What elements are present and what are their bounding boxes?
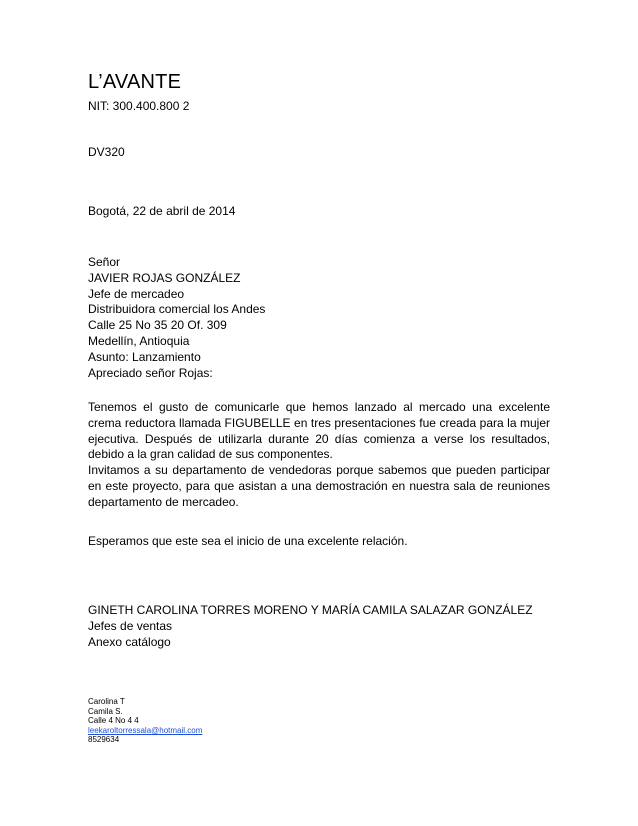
footer-block bbox=[88, 697, 388, 745]
signature-attachment: Anexo catálogo bbox=[88, 634, 171, 649]
signature-block bbox=[88, 603, 550, 650]
signature-names: GINETH CAROLINA TORRES MORENO Y MARÍA CAMILA SALAZAR GONZÁLEZ bbox=[88, 603, 533, 617]
letter-body bbox=[88, 400, 550, 511]
signature-role: Jefes de ventas bbox=[88, 618, 173, 633]
reference-code: DV320 bbox=[88, 145, 125, 159]
footer-initials-1: Carolina T bbox=[88, 697, 125, 706]
recipient-address: Calle 25 No 35 20 Of. 309 bbox=[88, 318, 227, 333]
letter-greeting: Apreciado señor Rojas: bbox=[88, 365, 213, 380]
footer-phone: 8529634 bbox=[88, 735, 120, 745]
letter-subject: Asunto: Lanzamiento bbox=[88, 349, 201, 364]
recipient-company: Distribuidora comercial los Andes bbox=[88, 302, 266, 317]
company-nit: NIT: 300.400.800 2 bbox=[88, 99, 190, 113]
recipient-city: Medellín, Antioquia bbox=[88, 333, 190, 348]
body-paragraph-2: Invitamos a su departamento de vendedoras porque sabemos que pueden participar en este proyecto, para que asistan a una demostración en nuestra sala de reuniones departamento de mercadeo. bbox=[88, 463, 550, 509]
recipient-position: Jefe de mercadeo bbox=[88, 286, 185, 301]
body-paragraph-1: Tenemos el gusto de comunicarle que hemos lanzado al mercado una excelente crema reductora llamada FIGUBELLE en tres presentaciones fue creada para la mujer ejecutiva. Después de utilizarla durante 20 días comienza a verse los resultados, debido a la gran calidad de sus componentes. bbox=[88, 400, 550, 462]
footer-address: Calle 4 No 4 4 bbox=[88, 716, 139, 726]
letter-closing: Esperamos que este sea el inicio de una excelente relación. bbox=[88, 534, 408, 548]
company-name: L’AVANTE bbox=[88, 71, 182, 93]
footer-email-link[interactable]: leekaroltorressala@hotmail.com bbox=[88, 725, 203, 735]
letter-date: Bogotá, 22 de abril de 2014 bbox=[88, 204, 236, 218]
recipient-name: JAVIER ROJAS GONZÁLEZ bbox=[88, 270, 241, 285]
recipient-title: Señor bbox=[88, 255, 121, 269]
footer-initials-2: Camila S. bbox=[88, 706, 123, 716]
recipient-block bbox=[88, 255, 550, 381]
